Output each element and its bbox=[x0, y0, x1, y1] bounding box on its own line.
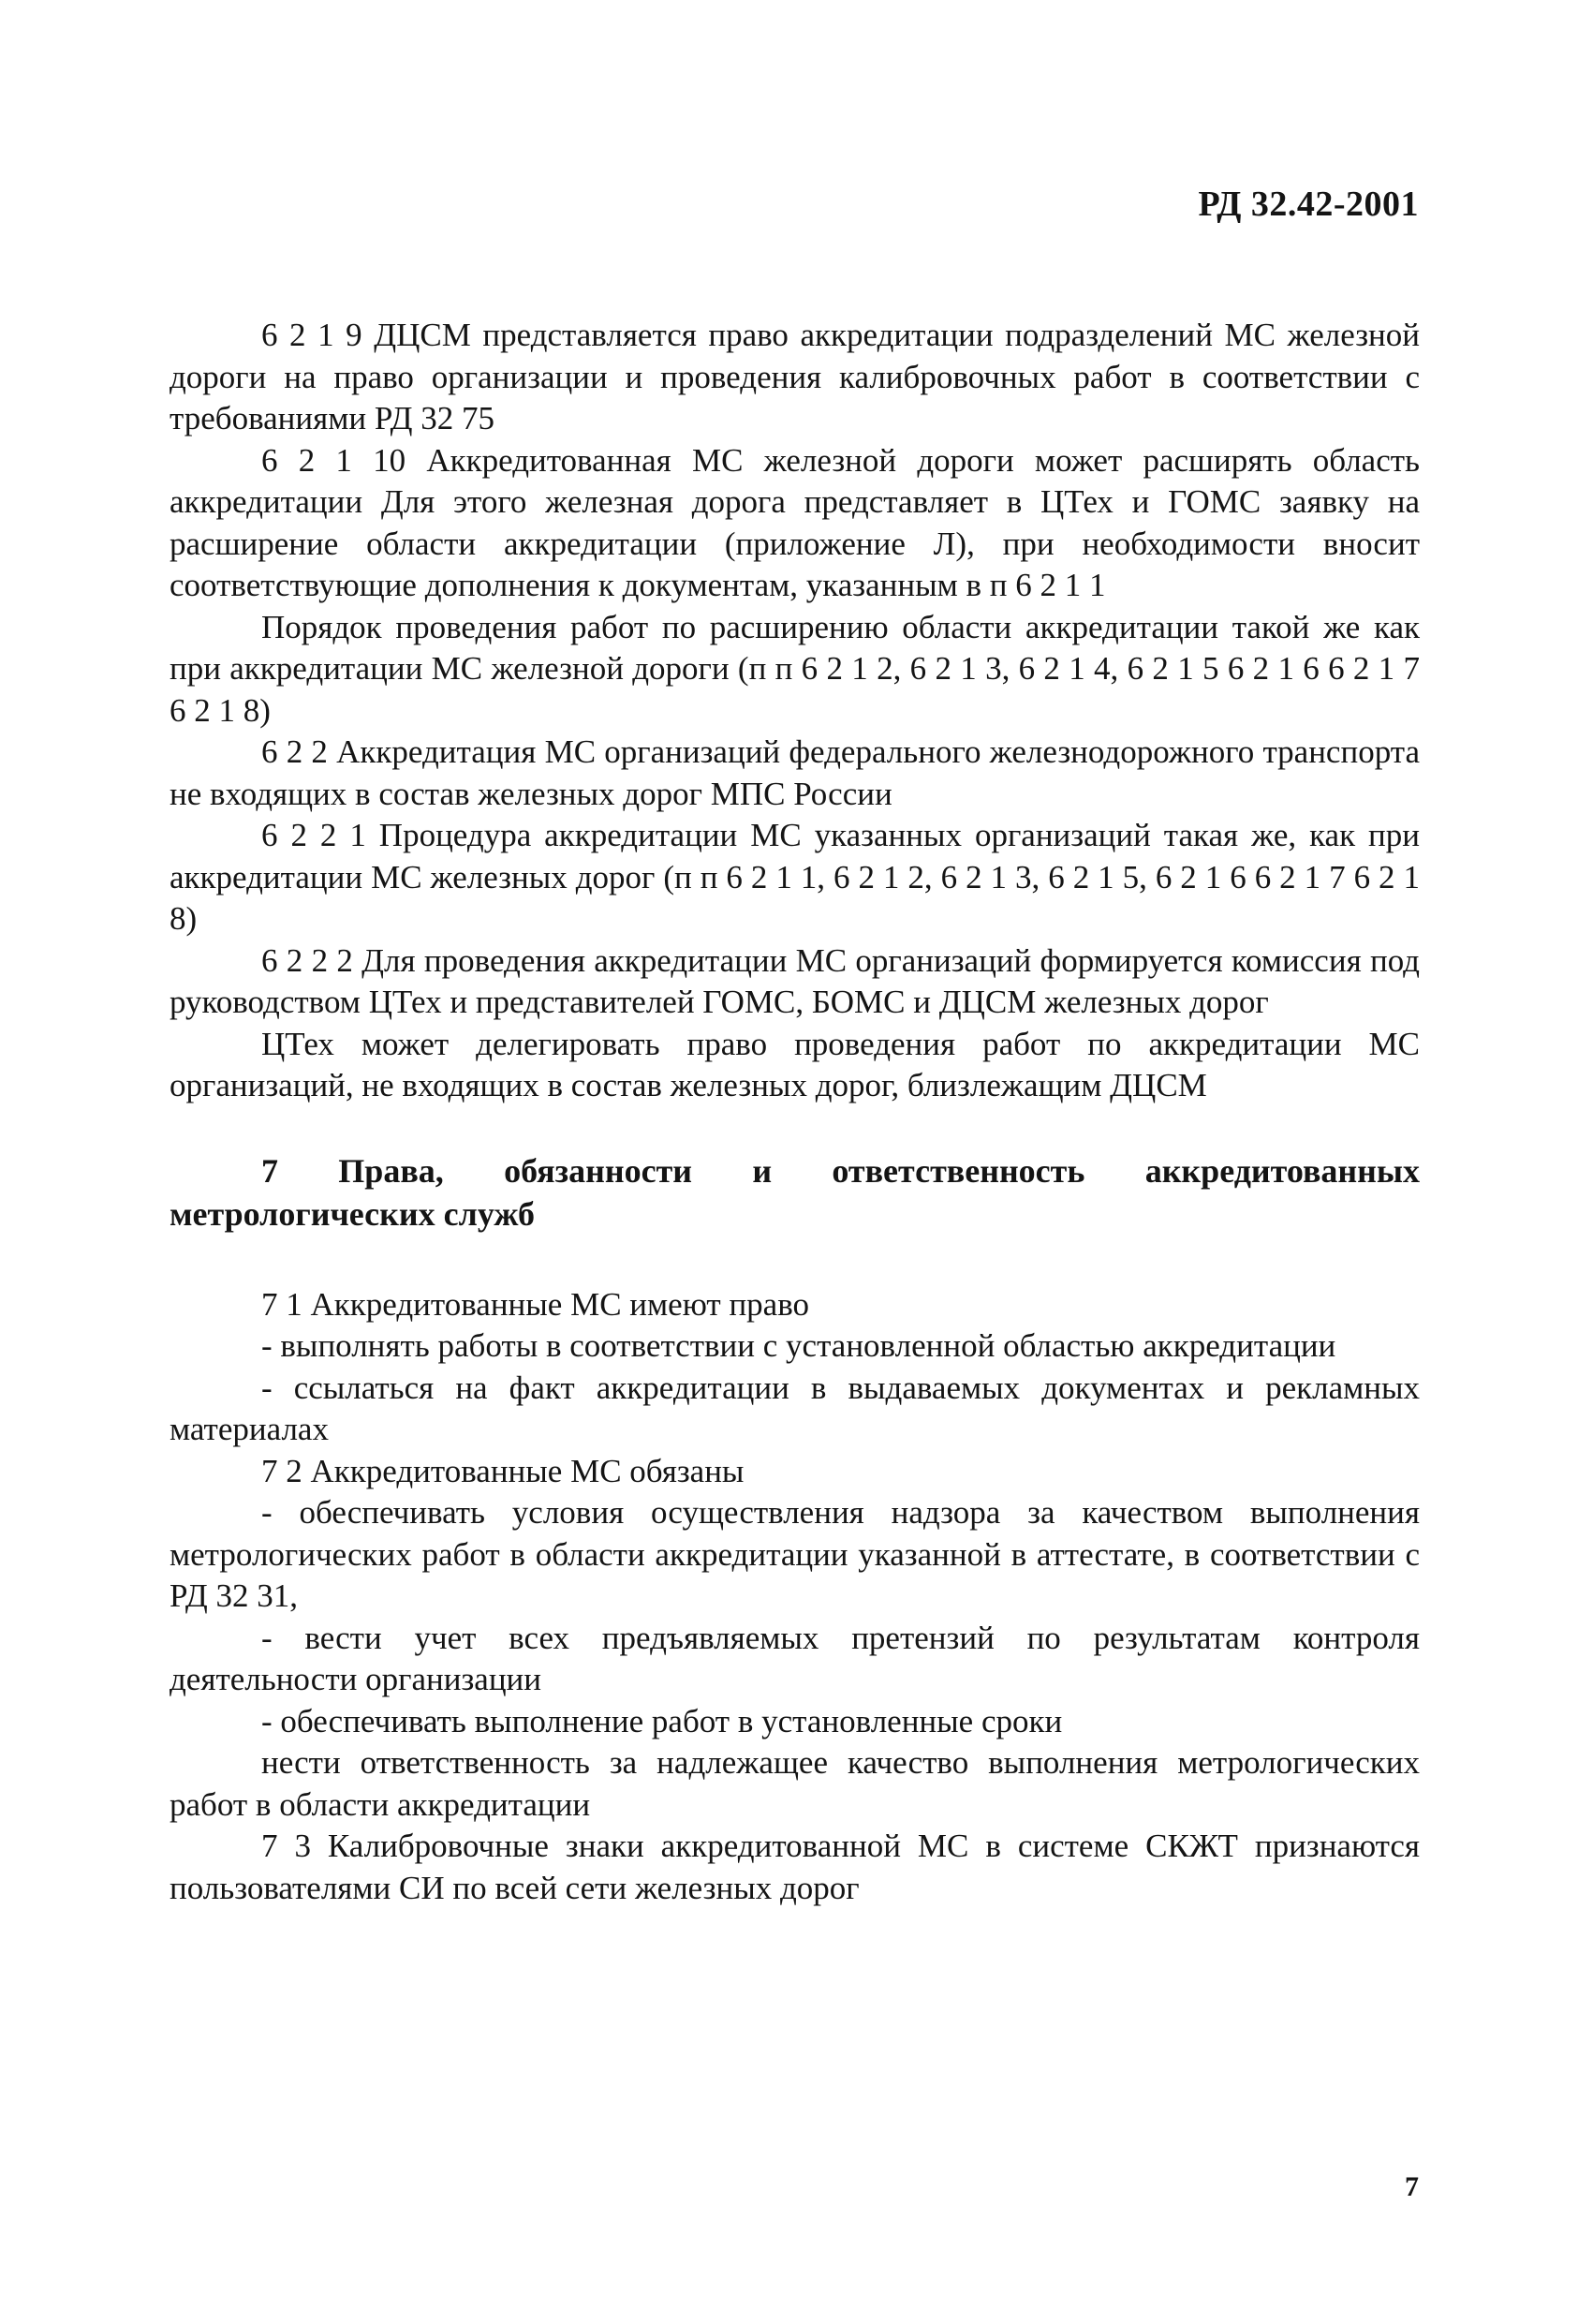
page-number: 7 bbox=[1405, 2171, 1419, 2202]
paragraph-7-1: 7 1 Аккредитованные МС имеют право bbox=[261, 1285, 810, 1323]
paragraph-6-2-2: 6 2 2 Аккредитация МС организаций федерального железнодорожного транспорта не входящих в состав железных дорог МПС России bbox=[170, 733, 1420, 812]
paragraph-6-2-1-9: 6 2 1 9 ДЦСМ представляется право аккредитации подразделений МС железной дороги на право организации и проведения калибровочных работ в соответствии с требованиями РД 32 75 bbox=[170, 317, 1420, 437]
paragraph-6-2-1-10: 6 2 1 10 Аккредитованная МС железной дороги может расширять область аккредитации Для этого железная дорога представляет в ЦТех и ГОМС заявку на расширение области аккредитации (приложение Л), при необходимости вносит соответствующие дополнения к документам, указанным в п 6 2 1 1 bbox=[170, 441, 1420, 603]
document-code: РД 32.42-2001 bbox=[1198, 185, 1419, 224]
paragraph-7-2: 7 2 Аккредитованные МС обязаны bbox=[261, 1452, 745, 1489]
section-7-heading: 7 Права, обязанности и ответственность аккредитованных метрологических служб bbox=[170, 1151, 1420, 1233]
paragraph-delegation: ЦТех может делегировать право проведения работ по аккредитации МС организаций, не входящих в состав железных дорог, близлежащим ДЦСМ bbox=[170, 1025, 1420, 1103]
list-item: - ссылаться на факт аккредитации в выдаваемых документах и рекламных материалах bbox=[170, 1369, 1420, 1447]
list-item: нести ответственность за надлежащее качество выполнения метрологических работ в области аккредитации bbox=[170, 1744, 1420, 1823]
paragraph-7-3: 7 3 Калибровочные знаки аккредитованной МС в системе СКЖТ признаются пользователями СИ по всей сети железных дорог bbox=[170, 1828, 1420, 1906]
list-item: - обеспечивать выполнение работ в установленные сроки bbox=[261, 1702, 1063, 1739]
list-item: - обеспечивать условия осуществления надзора за качеством выполнения метрологических работ в области аккредитации указанной в аттестате, в соответствии с РД 32 31, bbox=[170, 1494, 1420, 1614]
paragraph-6-2-2-2: 6 2 2 2 Для проведения аккредитации МС организаций формируется комиссия под руководством ЦТех и представителей ГОМС, БОМС и ДЦСМ железных дорог bbox=[170, 941, 1420, 1020]
list-item: - выполнять работы в соответствии с установленной областью аккредитации bbox=[261, 1327, 1336, 1364]
document-body bbox=[170, 315, 1420, 1909]
paragraph-6-2-2-1: 6 2 2 1 Процедура аккредитации МС указанных организаций такая же, как при аккредитации МС железных дорог (п п 6 2 1 1, 6 2 1 2, 6 2 1 3, 6 2 1 5, 6 2 1 6 6 2 1 7 6 2 1 8) bbox=[170, 817, 1420, 937]
list-item: - вести учет всех предъявляемых претензий по результатам контроля деятельности организации bbox=[170, 1619, 1420, 1697]
paragraph-extension-procedure: Порядок проведения работ по расширению области аккредитации такой же как при аккредитации МС железной дороги (п п 6 2 1 2, 6 2 1 3, 6 2 1 4, 6 2 1 5 6 2 1 6 6 2 1 7 6 2 1 8) bbox=[170, 608, 1420, 729]
